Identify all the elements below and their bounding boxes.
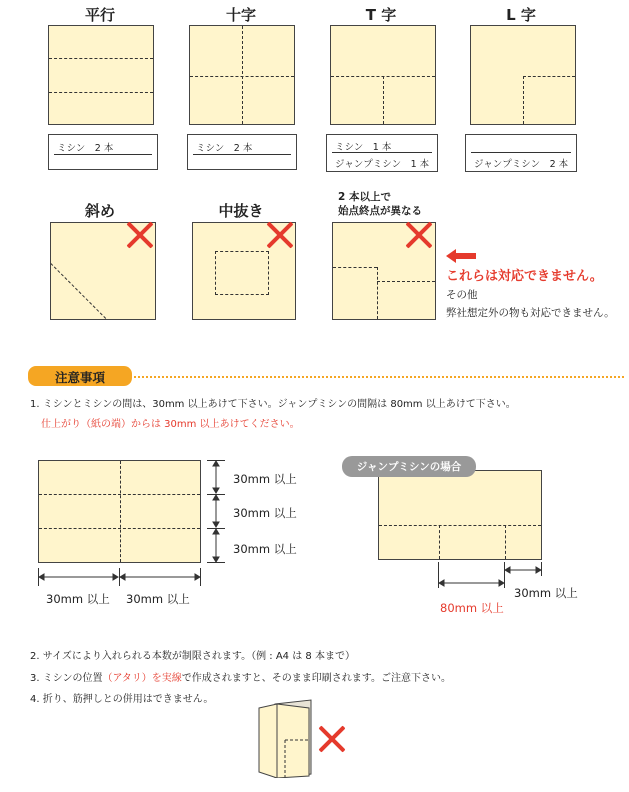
- different-endpoint-title: [338, 190, 422, 218]
- label-line-1: ミシン 1 本: [335, 142, 392, 153]
- note-item-4: 4. 折り、筋押しとの併用はできません。: [30, 694, 214, 705]
- perforation-line: [377, 281, 435, 282]
- label-line-2: ジャンプミシン 1 本: [335, 159, 430, 170]
- arrow-left-icon: [446, 249, 476, 263]
- perforation-line: [505, 525, 506, 559]
- note-item-2: 2. サイズにより入れられる本数が制限されます。（例 : A4 は 8 本まで）: [30, 651, 355, 662]
- cross-mark-icon: [318, 725, 346, 753]
- other-detail: 弊社想定外の物も対応できません。: [446, 307, 615, 319]
- t-shape-label-box: [326, 134, 438, 172]
- other-label: その他: [446, 289, 478, 301]
- title-line-1: 2 本以上で: [338, 191, 391, 203]
- parallel-sheet: [48, 25, 154, 125]
- cross-title: 十字: [225, 6, 256, 24]
- cross-label-box: [187, 134, 297, 170]
- notes-heading: 注意事項: [54, 370, 105, 385]
- label-line-1: ミシン 2 本: [57, 143, 114, 154]
- note-item-3-part-b: で作成されますと、そのまま印刷されます。ご注意下さい。: [181, 673, 451, 684]
- dim-label: 30mm 以上: [233, 542, 297, 556]
- perforation-line: [523, 76, 575, 77]
- perforation-line: [383, 76, 384, 124]
- cannot-support-text: これらは対応できません。: [446, 269, 603, 284]
- label-line-1: ミシン 2 本: [196, 143, 253, 154]
- perforation-line: [379, 525, 541, 526]
- cross-mark-icon: [266, 221, 294, 249]
- l-shape-label-box: [465, 134, 577, 172]
- heading-dotted-rule: [134, 376, 624, 378]
- perforation-line: [523, 76, 524, 124]
- note-item-1: 1. ミシンとミシンの間は、30mm 以上あけて下さい。ジャンプミシンの間隔は 80mm 以上あけて下さい。: [30, 399, 516, 410]
- parallel-title: 平行: [84, 6, 115, 24]
- horizontal-dimension-arrows: [38, 572, 201, 582]
- note-item-3-red: （アタリ）を実線: [102, 673, 182, 684]
- jump-badge-label: ジャンプミシンの場合: [356, 461, 462, 473]
- dim-label: 30mm 以上: [233, 472, 297, 486]
- cross-mark-icon: [126, 221, 154, 249]
- dim-label: 30mm 以上: [46, 592, 110, 606]
- diagonal-title: 斜め: [84, 202, 115, 220]
- label-line-1: ジャンプミシン 2 本: [474, 159, 569, 170]
- note-item-3: [30, 669, 451, 684]
- jump-sheet: [378, 470, 542, 560]
- dim-label: 30mm 以上: [233, 506, 297, 520]
- cross-sheet: [189, 25, 295, 125]
- perforation-line: [333, 267, 377, 268]
- perforation-line: [120, 461, 121, 562]
- dim-label: 30mm 以上: [126, 592, 190, 606]
- vertical-dimension-arrows: [210, 460, 222, 563]
- t-shape-sheet: [330, 25, 436, 125]
- note-item-1-red: 仕上がり（紙の端）からは 30mm 以上あけてください。: [41, 419, 300, 430]
- spacing-sheet: [38, 460, 201, 563]
- jump-dim-30-label: 30mm 以上: [514, 586, 578, 600]
- perforation-line: [49, 58, 153, 59]
- jump-dim-80-label: 80mm 以上: [440, 601, 504, 615]
- perforation-rect: [215, 251, 269, 295]
- folded-booklet-illustration: [255, 698, 317, 778]
- title-line-2: 始点終点が異なる: [338, 205, 422, 217]
- perforation-line: [50, 263, 109, 320]
- l-shape-title: L 字: [506, 6, 536, 24]
- perforation-line: [439, 525, 440, 559]
- hollow-title: 中抜き: [218, 202, 264, 220]
- perforation-line: [49, 92, 153, 93]
- parallel-label-box: [48, 134, 158, 170]
- t-shape-title: T 字: [365, 6, 397, 24]
- l-shape-sheet: [470, 25, 576, 125]
- note-item-3-part-a: 3. ミシンの位置: [30, 673, 103, 684]
- cross-mark-icon: [405, 221, 433, 249]
- perforation-line: [377, 267, 378, 319]
- perforation-line: [242, 26, 243, 124]
